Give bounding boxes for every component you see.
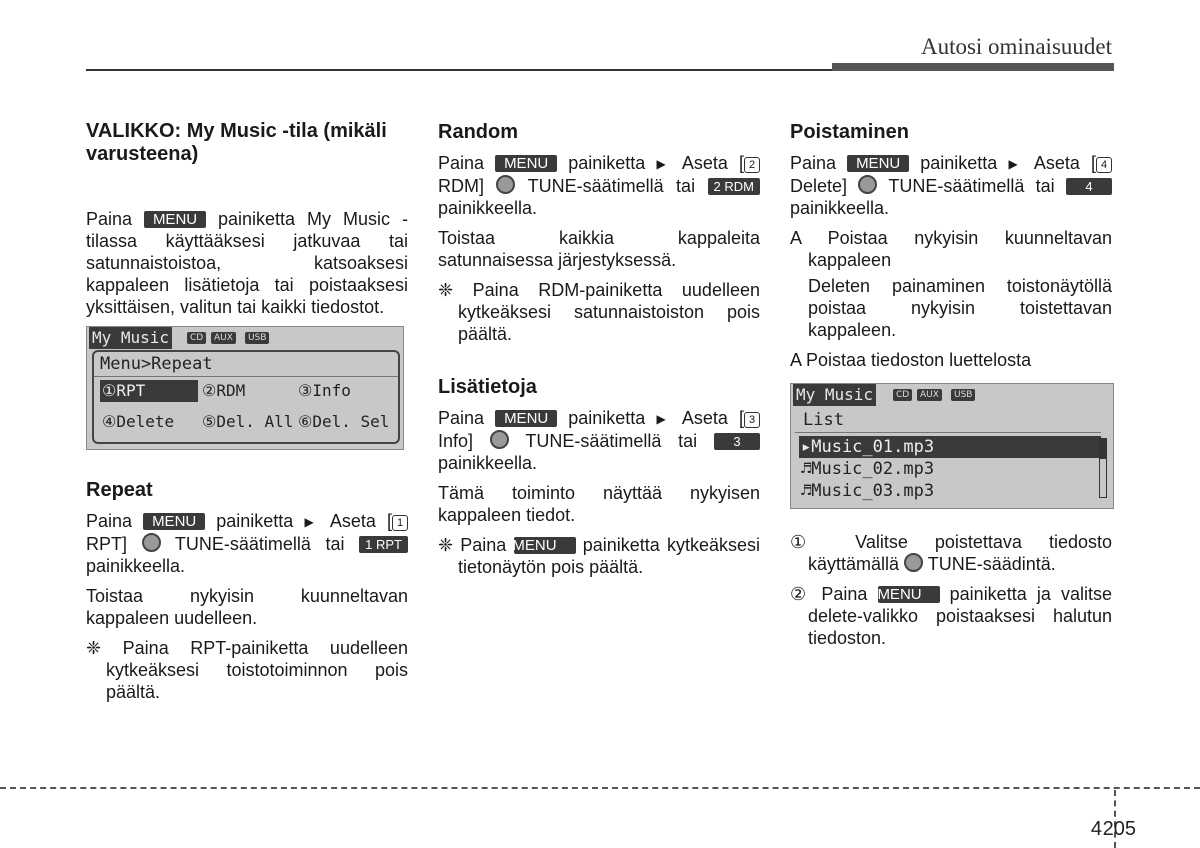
- menu-button-icon: MENU: [144, 211, 206, 228]
- delete-button-icon: 4: [1066, 178, 1112, 195]
- column-2: [438, 120, 760, 586]
- text: TUNE-säädintä.: [927, 554, 1056, 574]
- text: Paina: [86, 511, 133, 531]
- text: painiketta: [568, 408, 646, 428]
- random-note: ❈ Paina RDM-painiketta uudelleen kytkeäksesi satunnaistoiston pois päältä.: [438, 280, 760, 344]
- usb-chip: USB: [951, 389, 975, 401]
- text: ❈ Paina: [438, 535, 507, 555]
- delete-step-2: [790, 583, 1112, 649]
- number-3-icon: 3: [744, 412, 760, 428]
- footer-rule: [0, 787, 1200, 789]
- text: Aseta [: [329, 511, 392, 531]
- header-rule-accent: [832, 63, 1114, 71]
- text: TUNE-säätimellä tai: [888, 176, 1055, 196]
- arrow-right-icon: ▶: [656, 157, 672, 171]
- text: painikkeella.: [86, 556, 186, 576]
- text: painikkeella.: [790, 198, 890, 218]
- text: painiketta: [568, 153, 646, 173]
- text: Aseta [: [681, 153, 744, 173]
- lcd-option-rdm: ②RDM: [202, 381, 246, 400]
- menu-button-icon: MENU: [495, 155, 557, 172]
- tune-knob-icon: [904, 553, 923, 572]
- text: RDM]: [438, 176, 484, 196]
- text: Info]: [438, 431, 474, 451]
- tune-knob-icon: [858, 175, 877, 194]
- lcd-menu-screen: [86, 326, 404, 450]
- heading-random: Random: [438, 121, 518, 143]
- heading-repeat: Repeat: [86, 479, 153, 501]
- number-2-icon: 2: [744, 157, 760, 173]
- menu-button-icon: MENU: [143, 513, 205, 530]
- intro-paragraph: [86, 208, 408, 318]
- page-number: 205: [1102, 818, 1136, 840]
- number-1-icon: 1: [392, 515, 408, 531]
- lcd-top-bar: [791, 384, 1113, 406]
- lcd-path: Menu>Repeat: [100, 354, 213, 374]
- text: Paina: [86, 209, 133, 229]
- lcd-file-selected: ▸Music_01.mp3: [799, 436, 1101, 458]
- tune-knob-icon: [142, 533, 161, 552]
- delete-option-current: A Poistaa nykyisin kuunneltavan kappaleen: [790, 228, 1112, 270]
- repeat-description: Toistaa nykyisin kuunneltavan kappaleen uudelleen.: [86, 586, 408, 628]
- text: ② Paina: [790, 584, 868, 604]
- repeat-instructions: [86, 510, 408, 577]
- heading-info: Lisätietoja: [438, 376, 537, 398]
- arrow-right-icon: ▶: [1008, 157, 1024, 171]
- lcd-title: My Music: [89, 327, 172, 349]
- heading-delete: Poistaminen: [790, 121, 909, 143]
- text: Aseta [: [681, 408, 744, 428]
- text: TUNE-säätimellä tai: [527, 176, 696, 196]
- lcd-option-del-sel: ⑥Del. Sel: [298, 412, 390, 431]
- text: painiketta: [216, 511, 294, 531]
- delete-option-list: A Poistaa tiedoston luettelosta: [790, 350, 1032, 370]
- aux-chip: AUX: [917, 389, 942, 401]
- lcd-title: My Music: [793, 384, 876, 406]
- lcd-option-delete: ④Delete: [102, 412, 175, 431]
- lcd-option-info: ③Info: [298, 381, 351, 400]
- usb-chip: USB: [245, 332, 269, 344]
- text: RPT]: [86, 534, 128, 554]
- info-description: Tämä toiminto näyttää nykyisen kappaleen tiedot.: [438, 483, 760, 525]
- section-title: Autosi ominaisuudet: [920, 34, 1112, 59]
- info-instructions: [438, 407, 760, 474]
- text: Paina: [790, 153, 837, 173]
- tune-knob-icon: [496, 175, 515, 194]
- repeat-note: ❈ Paina RPT-painiketta uudelleen kytkeäksesi toistotoiminnon pois päältä.: [86, 638, 408, 702]
- tune-knob-icon: [490, 430, 509, 449]
- cd-chip: CD: [187, 332, 206, 344]
- rdm-button-icon: 2 RDM: [708, 178, 760, 195]
- text: Paina: [438, 153, 485, 173]
- lcd-option-del-all: ⑤Del. All: [202, 412, 294, 431]
- number-4-icon: 4: [1096, 157, 1112, 173]
- lcd-file: ♬Music_03.mp3: [801, 481, 935, 501]
- arrow-right-icon: ▶: [304, 515, 320, 529]
- lcd-path: List: [803, 410, 844, 430]
- text: painiketta ja valitse delete-valikko poistaaksesi halutun tiedoston.: [808, 584, 1112, 648]
- cd-chip: CD: [893, 389, 912, 401]
- text: painiketta: [920, 153, 998, 173]
- menu-button-icon: MENU: [495, 410, 557, 427]
- lcd-menu-box: [92, 350, 400, 444]
- text: TUNE-säätimellä tai: [174, 534, 345, 554]
- text: Aseta [: [1033, 153, 1096, 173]
- delete-instructions: [790, 152, 1112, 219]
- text: Delete]: [790, 176, 848, 196]
- info-note: [438, 534, 760, 578]
- random-instructions: [438, 152, 760, 219]
- column-3: [790, 120, 1112, 657]
- lcd-file: ♬Music_02.mp3: [801, 459, 935, 479]
- info-button-icon: 3: [714, 433, 760, 450]
- lcd-divider: [94, 376, 398, 377]
- lcd-option-rpt: ①RPT: [100, 380, 198, 402]
- text: painiketta My Music -tilassa käyttääksesi jatkuvaa tai satunnaistoistoa, katsoaksesi kappaleen lisätietoja tai poistaaksesi yksittäisen, valitun tai kaikki tiedostot.: [86, 209, 408, 317]
- lcd-top-bar: [87, 327, 403, 349]
- menu-button-icon: MENU: [847, 155, 909, 172]
- menu-button-icon: MENU: [514, 537, 576, 554]
- text: ① Valitse poistettava tiedosto käyttämällä: [790, 532, 1112, 574]
- text: painikkeella.: [438, 198, 538, 218]
- delete-step-1: [790, 531, 1112, 575]
- text: TUNE-säätimellä tai: [525, 431, 698, 451]
- section-number: 4: [1090, 818, 1102, 840]
- text: Paina: [438, 408, 485, 428]
- delete-option-current-desc: Deleten painaminen toistonäytöllä poistaa nykyisin toistettavan kappaleen.: [808, 276, 1112, 340]
- text: painiketta kytkeäksesi tietonäytön pois päältä.: [458, 535, 760, 577]
- aux-chip: AUX: [211, 332, 236, 344]
- text: painikkeella.: [438, 453, 538, 473]
- arrow-right-icon: ▶: [656, 412, 672, 426]
- menu-button-icon: MENU: [878, 586, 940, 603]
- lcd-scroll-thumb: [1100, 439, 1106, 459]
- heading-menu-mymusic: VALIKKO: My Music -tila (mikäli varusteena): [86, 120, 387, 165]
- rpt-button-icon: 1 RPT: [359, 536, 408, 553]
- column-1: [86, 120, 408, 711]
- lcd-scrollbar: [1099, 438, 1107, 498]
- random-description: Toistaa kaikkia kappaleita satunnaisessa järjestyksessä.: [438, 228, 760, 270]
- lcd-divider: [795, 432, 1101, 433]
- lcd-list-screen: [790, 383, 1114, 509]
